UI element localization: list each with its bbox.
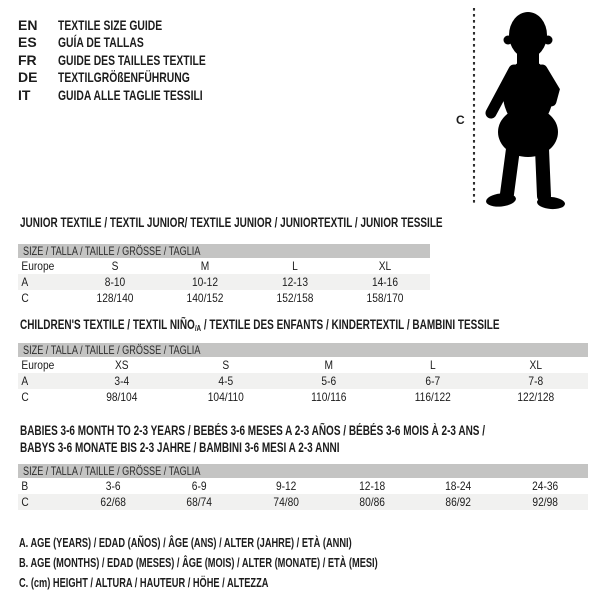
table-row (18, 290, 430, 306)
size-cell: 116/122 (414, 390, 451, 404)
size-header-bar (18, 244, 430, 258)
size-header-label: SIZE / TALLA / TAILLE / GRÖSSE / TAGLIA (23, 244, 201, 258)
size-cell: 4-5 (218, 374, 233, 388)
language-row (18, 34, 258, 52)
row-label: A (21, 374, 29, 388)
footnote: B. AGE (MONTHS) / EDAD (MESES) / ÂGE (MOIS) / ALTER (MONATE) / ETÀ (MESI) (19, 556, 378, 570)
language-code: DE (18, 69, 38, 86)
language-title: TEXTILGRÖßENFÜHRUNG (58, 69, 190, 86)
section-title-line: BABYS 3-6 MONATE BIS 2-3 JAHRE / BAMBINI 3-6 MESI A 2-3 ANNI (20, 440, 340, 455)
size-cell: 3-6 (105, 479, 121, 493)
size-cell: 110/116 (311, 390, 347, 404)
size-cell: M (324, 358, 334, 372)
table-row (18, 258, 430, 274)
table-row (18, 389, 588, 405)
size-cell: 98/104 (106, 390, 138, 404)
size-cell: S (111, 259, 119, 273)
language-title: GUIDE DES TAILLES TEXTILE (58, 51, 206, 68)
height-measure-label: C (456, 113, 465, 127)
section-title-line: JUNIOR TEXTILE / TEXTIL JUNIOR/ TEXTILE JUNIOR / JUNIORTEXTIL / JUNIOR TESSILE (20, 215, 443, 230)
section-title (20, 316, 588, 333)
size-header-bar (18, 343, 588, 357)
table-row (18, 478, 588, 494)
row-label: C (21, 495, 29, 509)
language-title-list (18, 16, 258, 104)
language-code: FR (18, 51, 37, 68)
size-cell: XL (529, 358, 543, 372)
size-cell: XL (378, 259, 392, 273)
row-label: A (21, 275, 29, 289)
size-cell: 18-24 (445, 479, 472, 493)
size-cell: 7-8 (528, 374, 544, 388)
size-cell: 74/80 (273, 495, 299, 509)
section-childrens-textile (18, 316, 588, 405)
language-title: GUIDA ALLE TAGLIE TESSILI (58, 86, 203, 103)
baby-silhouette-icon (485, 12, 565, 210)
size-cell: 12-13 (281, 275, 309, 289)
footnote: C. (cm) HEIGHT / ALTURA / HAUTEUR / HÖHE / ALTEZZA (19, 576, 269, 590)
baby-figure (450, 4, 598, 216)
language-code: EN (18, 16, 38, 33)
language-row (18, 16, 258, 34)
size-cell: 104/110 (207, 390, 244, 404)
row-label: Europe (21, 259, 55, 273)
size-cell: M (200, 259, 210, 273)
size-cell: 10-12 (191, 275, 219, 289)
size-cell: S (221, 358, 229, 372)
section-title (20, 422, 588, 456)
size-header-bar (18, 464, 588, 478)
footnote: A. AGE (YEARS) / EDAD (AÑOS) / ÂGE (ANS) / ALTER (JAHRE) / ETÀ (ANNI) (19, 536, 352, 550)
table-row (18, 494, 588, 510)
size-cell: 6-7 (425, 374, 440, 388)
size-cell: XS (114, 358, 129, 372)
language-code: IT (18, 86, 31, 103)
size-cell: L (292, 259, 298, 273)
section-title (20, 214, 443, 231)
row-label: Europe (21, 358, 55, 372)
size-table (18, 357, 588, 405)
size-cell: 128/140 (96, 291, 134, 305)
size-cell: 86/92 (445, 495, 472, 509)
row-label: C (21, 390, 29, 404)
size-header-label: SIZE / TALLA / TAILLE / GRÖSSE / TAGLIA (23, 464, 201, 478)
size-cell: 5-6 (321, 374, 337, 388)
footnotes (19, 533, 504, 593)
size-cell: 92/98 (532, 495, 558, 509)
language-title: GUÍA DE TALLAS (58, 34, 144, 51)
row-label: B (21, 479, 29, 493)
size-cell: L (429, 358, 436, 372)
size-cell: 80/86 (359, 495, 385, 509)
size-cell: 140/152 (186, 291, 224, 305)
language-row (18, 86, 258, 104)
table-row (18, 274, 430, 290)
size-cell: 68/74 (186, 495, 213, 509)
size-cell: 3-4 (114, 374, 130, 388)
language-row (18, 51, 258, 69)
size-cell: 12-18 (359, 479, 386, 493)
row-label: C (21, 291, 29, 305)
section-title-line: CHILDREN'S TEXTILE / TEXTIL $NIÑO_{/A}$ / TEXTILE DES ENFANTS / KINDERTEXTIL / BAMBINI TESSILE (20, 317, 500, 333)
section-title-line: BABIES 3-6 MONTH TO 2-3 YEARS / BEBÉS 3-6 MESES A 2-3 AÑOS / BÉBÉS 3-6 MOIS À 2-3 ANS / (20, 423, 486, 438)
size-cell: 24-36 (531, 479, 558, 493)
table-row (18, 373, 588, 389)
size-cell: 152/158 (276, 291, 314, 305)
size-cell: 14-16 (371, 275, 399, 289)
size-cell: 6-9 (192, 479, 207, 493)
size-cell: 9-12 (275, 479, 297, 493)
language-code: ES (18, 34, 37, 51)
size-table (18, 478, 588, 510)
section-babies-textile (18, 422, 588, 510)
language-title: TEXTILE SIZE GUIDE (58, 16, 163, 33)
section-junior-textile (18, 214, 443, 306)
size-cell: 122/128 (517, 390, 555, 404)
size-cell: 158/170 (366, 291, 404, 305)
size-header-label: SIZE / TALLA / TAILLE / GRÖSSE / TAGLIA (23, 343, 201, 357)
language-row (18, 69, 258, 87)
table-row (18, 357, 588, 373)
size-table (18, 258, 430, 306)
size-cell: 8-10 (104, 275, 126, 289)
size-cell: 62/68 (100, 495, 126, 509)
